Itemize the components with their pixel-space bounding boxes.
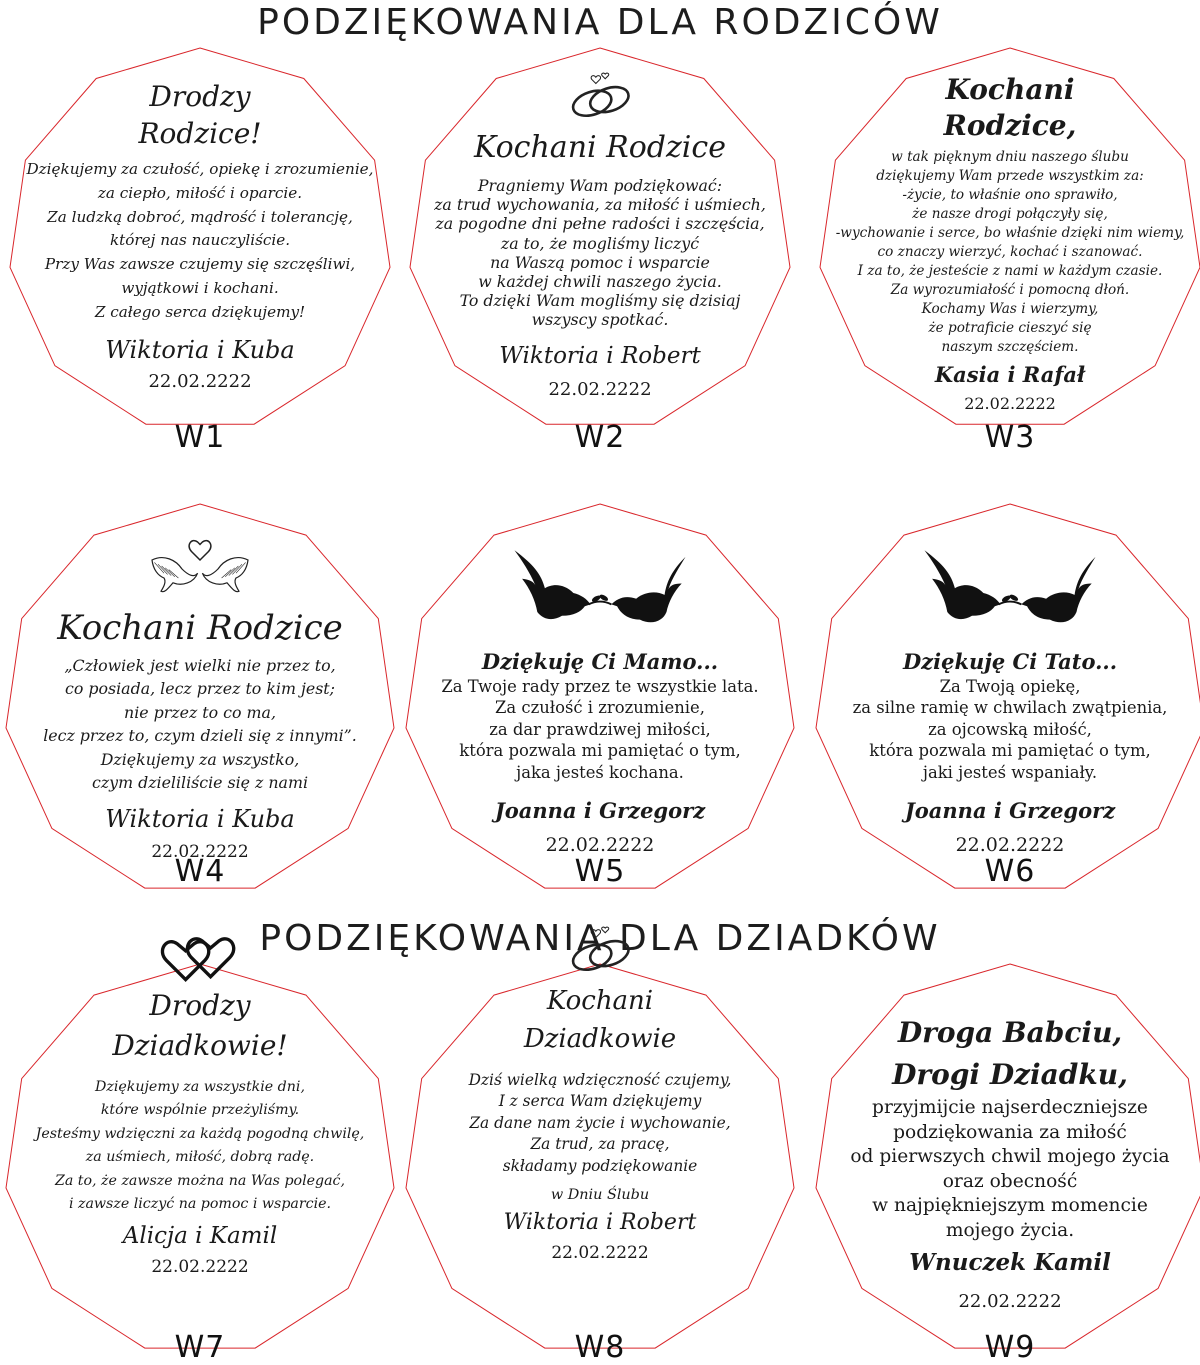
card-body-line: co posiada, lecz przez to kim jest; <box>65 679 335 699</box>
card-signature: Alicja i Kamil <box>122 1223 278 1250</box>
card-content <box>815 72 1200 416</box>
card-signature: Wiktoria i Robert <box>503 1210 697 1236</box>
card-body <box>5 1076 395 1216</box>
card-body-line: Jesteśmy wdzięczni za każdą pogodną chwilę, <box>35 1125 365 1142</box>
card-body-line: Dziękujemy za czułość, opiekę i zrozumienie, <box>26 160 374 178</box>
card-body <box>5 158 395 325</box>
card-body-line: Za ludzką dobroć, mądrość i tolerancję, <box>47 207 353 226</box>
card-body-line: wszyscy spotkać. <box>531 310 669 330</box>
card-body-line: co znaczy wierzyć, kochać i szanować. <box>877 244 1143 260</box>
card-code: W1 <box>174 420 226 455</box>
icon-wrap <box>405 538 795 648</box>
card-body-line: przyjmijcie najserdeczniejsze <box>872 1097 1148 1118</box>
card-content <box>815 1012 1200 1315</box>
card-date: 22.02.2222 <box>148 370 252 392</box>
card-date: 22.02.2222 <box>151 842 249 863</box>
card-body-line: na Waszą pomoc i wsparcie <box>490 252 710 272</box>
card-body-line: w najpiękniejszym momencie <box>872 1195 1148 1217</box>
doves-olive-branch-icon <box>915 538 1105 643</box>
card-body-line: za to, że mogliśmy liczyć <box>500 233 700 253</box>
card-body-line: Dziękujemy za wszystkie dni, <box>95 1079 305 1095</box>
card-content <box>5 526 395 865</box>
card-body <box>405 176 795 330</box>
card-body-line: Za to, że zawsze można na Was polegać, <box>54 1172 346 1189</box>
card-signature: Wiktoria i Kuba <box>105 335 295 364</box>
card-signature: Joanna i Grzegorz <box>904 798 1116 824</box>
card-body-line: której nas nauczyliście. <box>109 231 291 250</box>
card-body <box>815 676 1200 783</box>
card-code: W6 <box>984 854 1036 889</box>
card-code: W7 <box>174 1330 226 1365</box>
card-extra-line: w Dniu Ślubu <box>550 1187 650 1204</box>
card-body-line: -życie, to właśnie ono sprawiło, <box>902 187 1118 203</box>
card-body-line: Za wyrozumiałość i pomocną dłoń. <box>890 282 1130 298</box>
card-body-line: Kochamy Was i wierzymy, <box>921 301 1099 317</box>
card-body-line: mojego życia. <box>945 1219 1075 1241</box>
section-title-grandparents: PODZIĘKOWANIA DLA DZIADKÓW <box>259 918 941 959</box>
card-body-line: Dziękujemy za wszystko, <box>100 749 300 769</box>
card-body-line: I z serca Wam dziękujemy <box>498 1092 702 1111</box>
card-body-line: Za Twoje rady przez te wszystkie lata. <box>441 677 759 696</box>
card-signature: Wiktoria i Kuba <box>105 805 295 834</box>
card-body-line: Za dane nam życie i wychowanie, <box>469 1113 731 1132</box>
card-body-line: dziękujemy Wam przede wszystkim za: <box>876 168 1144 184</box>
icon-wrap <box>815 538 1200 648</box>
card-heading: Rodzice, <box>943 109 1077 142</box>
card-body-line: nie przez to co ma, <box>124 702 276 722</box>
card-body-line: Za trud, za pracę, <box>530 1135 670 1154</box>
card-signature: Joanna i Grzegorz <box>494 798 706 824</box>
card-body-line: która pozwala mi pamiętać o tym, <box>869 741 1151 761</box>
card-body <box>815 1096 1200 1244</box>
card-body-line: i zawsze liczyć na pomoc i wsparcie. <box>68 1196 332 1213</box>
card-heading: Drogi Dziadku, <box>892 1058 1128 1091</box>
card-signature: Kasia i Rafał <box>934 362 1086 387</box>
icon-wrap <box>405 66 795 128</box>
card-code: W3 <box>984 420 1036 455</box>
card-heading: Dziadkowie <box>523 1024 677 1054</box>
card-body-line: za dar prawdziwej miłości, <box>489 719 711 739</box>
card-body-line: oraz obecność <box>942 1170 1078 1192</box>
card-body-line: lecz przez to, czym dzieli się z innymi”. <box>43 726 357 746</box>
card-content <box>405 66 795 403</box>
card-code: W8 <box>574 1330 626 1365</box>
card-content <box>405 538 795 859</box>
wedding-rings-icon <box>548 920 652 979</box>
card-body-line: za pogodne dni pełne radości i szczęścia, <box>435 214 765 234</box>
card-body-line: że potraficie cieszyć się <box>928 320 1092 336</box>
card-content <box>5 930 395 1280</box>
card-body-line: w każdej chwili naszego życia. <box>478 272 722 292</box>
card-date: 22.02.2222 <box>955 834 1065 857</box>
card-content <box>405 920 795 1266</box>
card-body <box>5 654 395 794</box>
card-body-line: składamy podziękowanie <box>502 1156 698 1175</box>
card-body-line: -wychowanie i serce, bo właśnie dzięki nim wiemy, <box>835 225 1185 241</box>
card-body-line: za trud wychowania, za miłość i uśmiech, <box>434 195 766 215</box>
card-heading: Kochani <box>546 986 654 1016</box>
card-body <box>815 148 1200 357</box>
section-title-parents: PODZIĘKOWANIA DLA RODZICÓW <box>257 2 943 43</box>
card-heading: Kochani <box>945 73 1075 106</box>
card-body-line: która pozwala mi pamiętać o tym, <box>459 741 741 761</box>
card-heading: Drodzy <box>149 989 251 1022</box>
card-heading: Droga Babciu, <box>897 1016 1123 1049</box>
doves-heart-icon <box>140 526 260 598</box>
card-body-line: Za Twoją opiekę, <box>939 677 1081 696</box>
card-body-line: od pierwszych chwil mojego życia <box>850 1146 1170 1168</box>
card-body-line: czym dzieliliście się z nami <box>91 773 308 793</box>
card-heading: Dziękuję Ci Mamo... <box>481 649 719 674</box>
card-date: 22.02.2222 <box>964 394 1056 413</box>
icon-wrap <box>5 930 395 986</box>
card-body-line: Z całego serca dziękujemy! <box>94 302 306 321</box>
card-body-line: które wspólnie przeżyliśmy. <box>100 1102 300 1119</box>
card-body <box>405 676 795 783</box>
card-code: W4 <box>174 854 226 889</box>
card-body-line: To dzięki Wam mogliśmy się dzisiaj <box>459 291 741 311</box>
icon-wrap <box>405 920 795 982</box>
doves-olive-branch-icon <box>505 538 695 643</box>
card-date: 22.02.2222 <box>551 1243 649 1264</box>
card-date: 22.02.2222 <box>545 834 655 857</box>
card-date: 22.02.2222 <box>151 1257 249 1278</box>
card-body-line: Przy Was zawsze czujemy się szczęśliwi, <box>44 255 356 274</box>
card-body-line: za uśmiech, miłość, dobrą radę. <box>85 1149 315 1166</box>
card-heading: Dziękuję Ci Tato... <box>902 649 1118 674</box>
card-body <box>405 1070 795 1207</box>
card-body-line: podziękowania za miłość <box>893 1121 1127 1143</box>
card-heading: Dziadkowie! <box>112 1029 288 1062</box>
card-body-line: za ciepło, miłość i oparcie. <box>97 183 303 202</box>
card-heading: Rodzice! <box>138 117 262 150</box>
card-heading: Kochani Rodzice <box>57 608 343 648</box>
card-heading: Kochani Rodzice <box>474 130 726 165</box>
card-body-line: I za to, że jesteście z nami w każdym czasie. <box>857 263 1163 279</box>
card-body-line: „Człowiek jest wielki nie przez to, <box>64 656 336 675</box>
card-body-line: Za czułość i zrozumienie, <box>495 698 705 718</box>
card-signature: Wiktoria i Robert <box>499 342 701 369</box>
card-date: 22.02.2222 <box>958 1290 1062 1312</box>
card-signature: Wnuczek Kamil <box>909 1248 1111 1276</box>
two-hearts-icon <box>152 930 248 983</box>
card-body-line: za ojcowską miłość, <box>928 719 1092 739</box>
card-body-line: jaka jesteś kochana. <box>516 762 684 782</box>
card-body-line: za silne ramię w chwilach zwątpienia, <box>852 698 1168 718</box>
card-body-line: w tak pięknym dniu naszego ślubu <box>891 149 1129 165</box>
card-body-line: że nasze drogi połączyły się, <box>912 206 1108 222</box>
card-body-line: jaki jesteś wspaniały. <box>922 762 1098 782</box>
card-body-line: Dziś wielką wdzięczność czujemy, <box>468 1071 732 1089</box>
card-body-line: Pragniemy Wam podziękować: <box>477 176 723 195</box>
icon-wrap <box>5 526 395 606</box>
card-body-line: wyjątkowi i kochani. <box>121 278 279 297</box>
card-code: W5 <box>574 854 626 889</box>
card-date: 22.02.2222 <box>548 378 652 400</box>
card-code: W9 <box>984 1330 1036 1365</box>
card-heading: Drodzy <box>149 80 251 113</box>
card-body-line: naszym szczęściem. <box>941 339 1079 355</box>
card-content <box>815 538 1200 859</box>
card-code: W2 <box>574 420 626 455</box>
wedding-rings-icon <box>548 66 652 125</box>
card-content <box>5 78 395 395</box>
